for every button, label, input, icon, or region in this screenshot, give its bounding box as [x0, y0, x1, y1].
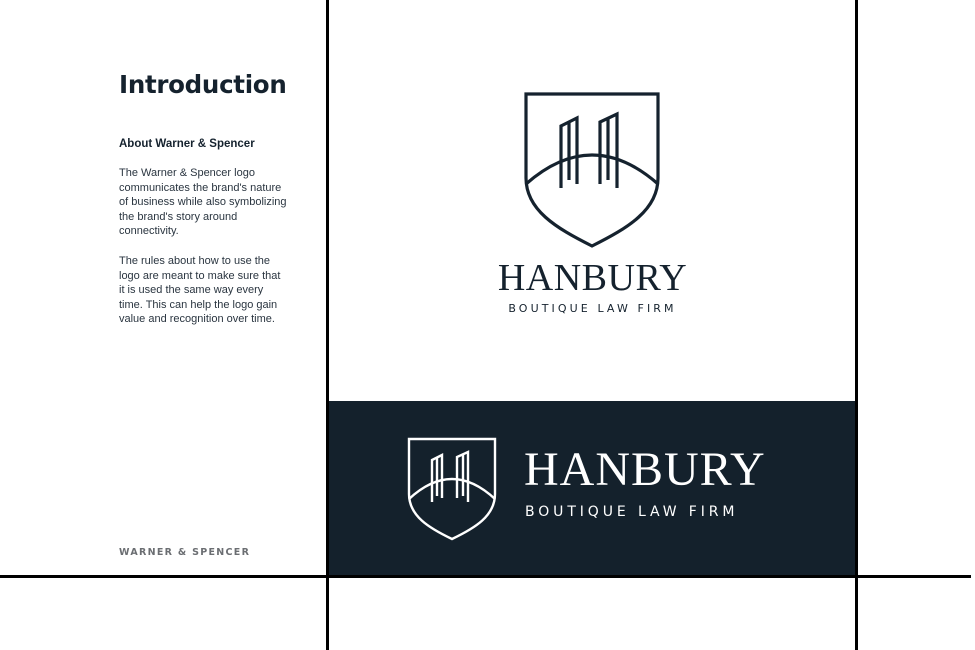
logo-wordmark-dark: HANBURY	[524, 443, 766, 496]
shield-building-icon	[520, 90, 664, 250]
logo-tagline-light: BOUTIQUE LAW FIRM	[508, 302, 677, 315]
grid-divider-right	[855, 0, 858, 650]
intro-paragraph-2: The rules about how to use the logo are meant to make sure that it is used the same way every time. This can help the logo gain value and recognition over time.	[119, 255, 281, 326]
grid-divider-bottom	[0, 575, 971, 578]
shield-building-icon	[405, 436, 499, 542]
footer-brand-name: WARNER & SPENCER	[119, 547, 251, 558]
section-heading: About Warner & Spencer	[119, 138, 255, 150]
page-title: Introduction	[119, 70, 287, 99]
logo-wordmark-light: HANBURY	[497, 257, 688, 299]
logo-tagline-dark: BOUTIQUE LAW FIRM	[525, 504, 739, 520]
intro-paragraph-1: The Warner & Spencer logo communicates the brand's nature of business while also symbolizing the brand's story around connectivity.	[119, 167, 287, 238]
